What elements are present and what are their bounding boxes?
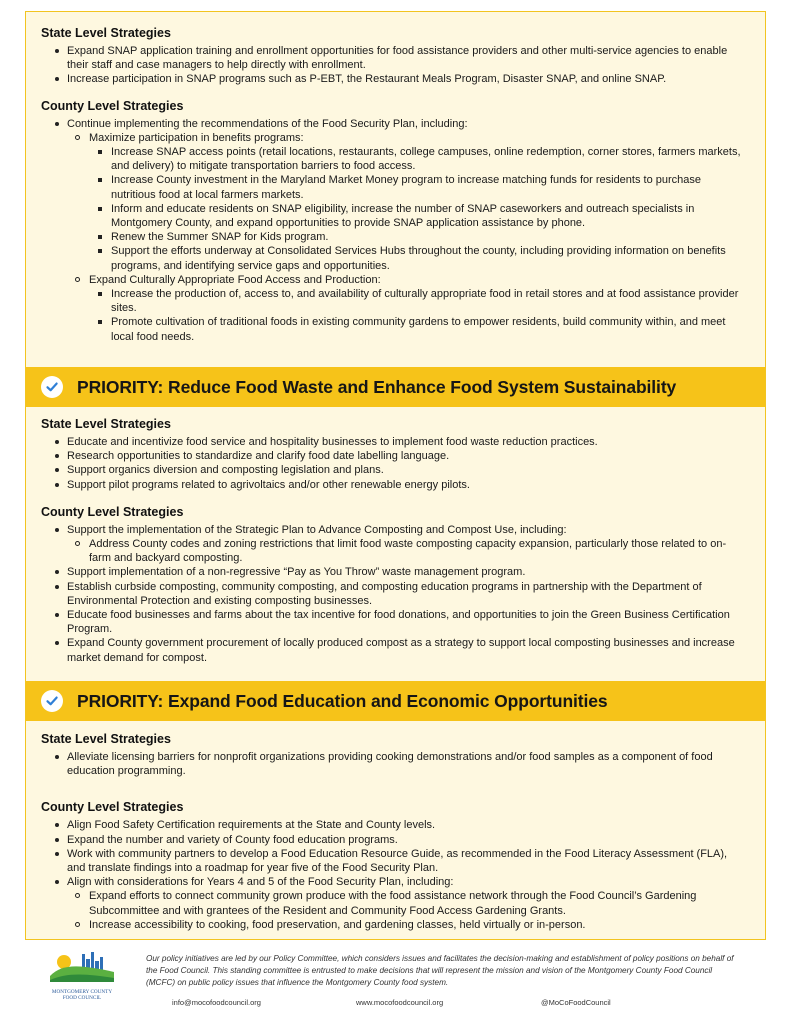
state-list bbox=[26, 750, 765, 778]
sub-sub-list bbox=[89, 145, 743, 273]
logo-text-line: MONTGOMERY COUNTY bbox=[51, 989, 113, 995]
priority-banner-food-education bbox=[26, 681, 765, 721]
sub-list-item-text: Expand Culturally Appropriate Food Access and Production: bbox=[89, 273, 381, 286]
sub-list-item bbox=[67, 273, 743, 344]
sub-list-item: Address County codes and zoning restrictions that limit food waste composting capacity expansion, particularly those related to on-farm and backyard composting. bbox=[67, 537, 743, 565]
check-circle-icon bbox=[41, 690, 63, 712]
sub-list-item-text: Maximize participation in benefits programs: bbox=[89, 131, 304, 144]
sub-sub-list-item: Promote cultivation of traditional foods in existing community gardens to empower residents, build community within, and meet local food needs. bbox=[89, 315, 743, 343]
list-item: Support organics diversion and composting legislation and plans. bbox=[26, 463, 765, 477]
footer-social-link[interactable]: @MoCoFoodCouncil bbox=[541, 998, 611, 1007]
list-item: Expand the number and variety of County food education programs. bbox=[26, 833, 765, 847]
county-list bbox=[26, 117, 765, 344]
sub-list bbox=[67, 131, 743, 344]
state-heading: State Level Strategies bbox=[41, 26, 171, 40]
list-item: Support implementation of a non-regressive “Pay as You Throw” waste management program. bbox=[26, 565, 765, 579]
sub-sub-list bbox=[89, 287, 743, 344]
list-item: Educate and incentivize food service and hospitality businesses to implement food waste reduction practices. bbox=[26, 435, 765, 449]
food-council-logo bbox=[48, 950, 116, 1000]
list-item: Work with community partners to develop a Food Education Resource Guide, as recommended in the Food Literacy Assessment (FLA), and translate findings into a roadmap for year five of the Food Security Plan. bbox=[26, 847, 765, 875]
section-food-waste bbox=[26, 417, 765, 665]
check-circle-icon bbox=[41, 376, 63, 398]
state-heading: State Level Strategies bbox=[41, 732, 171, 746]
sub-list-item: Increase accessibility to cooking, food preservation, and gardening classes, held virtually or in-person. bbox=[67, 918, 743, 932]
list-item: Educate food businesses and farms about the tax incentive for food donations, and opportunities to join the Green Business Certification Program. bbox=[26, 608, 765, 636]
sub-sub-list-item: Increase County investment in the Maryland Market Money program to increase matching funds for residents to purchase nutritious food at local farmers markets. bbox=[89, 173, 743, 201]
list-item-text: Continue implementing the recommendations of the Food Security Plan, including: bbox=[67, 117, 468, 130]
sub-sub-list-item: Support the efforts underway at Consolidated Services Hubs throughout the county, including providing information on benefits programs, and identifying service gaps and opportunities. bbox=[89, 244, 743, 272]
county-list bbox=[26, 523, 765, 665]
list-item bbox=[26, 875, 765, 932]
list-item: Establish curbside composting, community composting, and composting education programs in partnership with the Department of Environmental Protection and existing composting businesses. bbox=[26, 580, 765, 608]
list-item: Expand SNAP application training and enrollment opportunities for food assistance providers and other multi-service agencies to enable their staff and case managers to help directly with enrollment. bbox=[26, 44, 765, 72]
sub-list-item: Expand efforts to connect community grown produce with the food assistance network through the Food Council’s Gardening Subcommittee and with grantees of the Resident and Community Food Access Gardening Grants. bbox=[67, 889, 743, 917]
sub-list bbox=[67, 537, 743, 565]
county-heading: County Level Strategies bbox=[41, 800, 184, 815]
logo-text bbox=[48, 989, 116, 1001]
list-item: Support pilot programs related to agrivoltaics and/or other renewable energy pilots. bbox=[26, 478, 765, 492]
list-item: Alleviate licensing barriers for nonprofit organizations providing cooking demonstrations and/or food samples as a component of food education programming. bbox=[26, 750, 765, 778]
sub-sub-list-item: Increase SNAP access points (retail locations, restaurants, college campuses, online redemption, corner stores, farmers markets, and delivery) to mitigate transportation barriers to food access. bbox=[89, 145, 743, 173]
list-item-text: Align with considerations for Years 4 and 5 of the Food Security Plan, including: bbox=[67, 876, 454, 889]
list-item: Increase participation in SNAP programs such as P-EBT, the Restaurant Meals Program, Disaster SNAP, and online SNAP. bbox=[26, 72, 765, 86]
county-heading: County Level Strategies bbox=[41, 98, 184, 113]
list-item: Expand County government procurement of locally produced compost as a strategy to support local composting businesses and increase market demand for compost. bbox=[26, 636, 765, 664]
sub-sub-list-item: Increase the production of, access to, and availability of culturally appropriate food in retail stores and at food assistance provider sites. bbox=[89, 287, 743, 315]
sub-list bbox=[67, 889, 743, 932]
county-heading: County Level Strategies bbox=[41, 504, 184, 519]
list-item-text: Support the implementation of the Strategic Plan to Advance Composting and Compost Use, including: bbox=[67, 523, 567, 536]
county-list bbox=[26, 818, 765, 932]
list-item bbox=[26, 523, 765, 566]
footer-description: Our policy initiatives are led by our Policy Committee, which considers issues and facilitates the decision-making and establishment of policy positions on behalf of the Food Council. This standing committee is entrusted to make decisions that will represent the mission and vision of the Montgomery County Food Council (MCFC) on public policy issues that influence the Montgomery County food system. bbox=[146, 954, 734, 987]
priority-banner-food-waste bbox=[26, 367, 765, 407]
list-item: Research opportunities to standardize and clarify food date labelling language. bbox=[26, 449, 765, 463]
priority-title: PRIORITY: Expand Food Education and Economic Opportunities bbox=[77, 690, 608, 711]
state-list bbox=[26, 44, 765, 87]
list-item bbox=[26, 117, 765, 344]
logo-graphic-icon bbox=[48, 950, 116, 984]
list-item: Align Food Safety Certification requirements at the State and County levels. bbox=[26, 818, 765, 832]
section-food-education bbox=[26, 732, 765, 932]
sub-sub-list-item: Renew the Summer SNAP for Kids program. bbox=[89, 230, 743, 244]
logo-text-line: FOOD COUNCIL bbox=[62, 995, 102, 1001]
priority-title: PRIORITY: Reduce Food Waste and Enhance Food System Sustainability bbox=[77, 376, 677, 397]
sub-list-item bbox=[67, 131, 743, 273]
state-heading: State Level Strategies bbox=[41, 417, 171, 431]
section-snap bbox=[26, 26, 765, 344]
strategies-panel bbox=[25, 11, 766, 940]
footer-website-link[interactable]: www.mocofoodcouncil.org bbox=[356, 998, 444, 1007]
sub-sub-list-item: Inform and educate residents on SNAP eligibility, increase the number of SNAP caseworkers and outreach specialists in Montgomery County, and expand opportunities to provide SNAP application assistance by phone. bbox=[89, 202, 743, 230]
state-list bbox=[26, 435, 765, 492]
footer-email-link[interactable]: info@mocofoodcouncil.org bbox=[172, 998, 261, 1007]
